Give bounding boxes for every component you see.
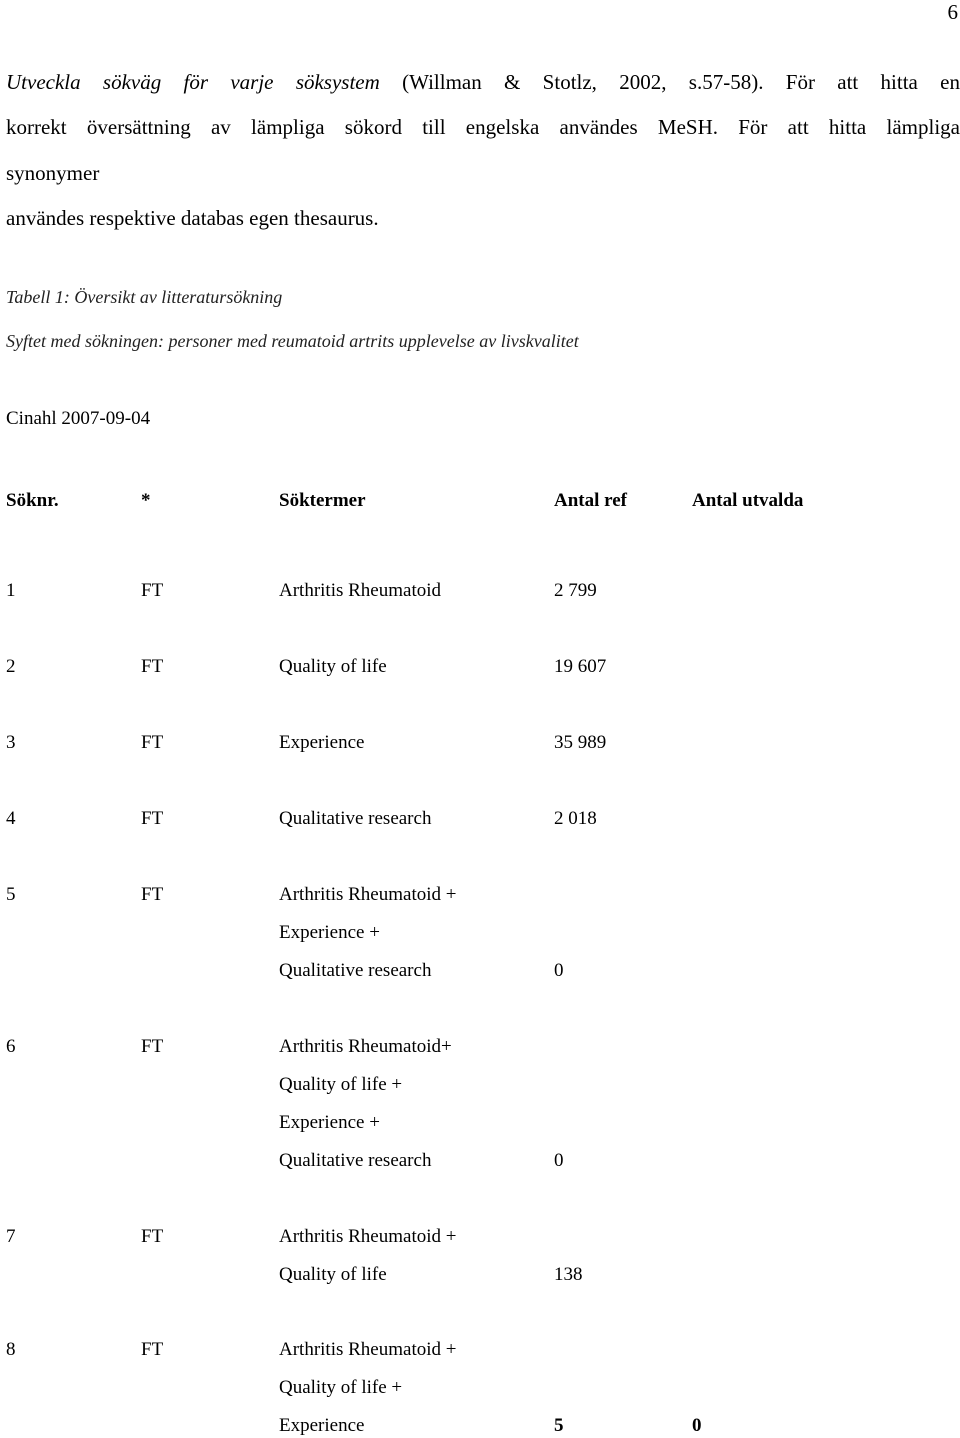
row-type: FT — [141, 1036, 164, 1057]
row-nr: 1 — [6, 580, 16, 601]
row-nr: 7 — [6, 1226, 16, 1247]
row-type: FT — [141, 732, 164, 753]
intro-line-4: användes respektive databas egen thesaurus. — [6, 206, 379, 230]
row-term: Qualitative research — [279, 1150, 432, 1171]
header-selected-count: Antal utvalda — [692, 490, 804, 511]
row-term: Quality of life — [279, 1264, 387, 1285]
row-term: Arthritis Rheumatoid + — [279, 1339, 457, 1360]
row-nr: 2 — [6, 656, 16, 677]
header-search-nr: Söknr. — [6, 490, 59, 511]
row-term: Arthritis Rheumatoid + — [279, 884, 457, 905]
row-nr: 4 — [6, 808, 16, 829]
row-type: FT — [141, 580, 164, 601]
header-search-terms: Söktermer — [279, 490, 366, 511]
intro-line-1 — [6, 70, 960, 95]
row-ref-count: 19 607 — [554, 656, 607, 677]
row-selected-count: 0 — [692, 1415, 702, 1436]
row-term: Experience — [279, 732, 365, 753]
row-type: FT — [141, 1339, 164, 1360]
intro-line-1-rest: (Willman & Stotlz, 2002, s.57-58). För att hitta en — [379, 70, 960, 94]
row-term: Quality of life + — [279, 1377, 403, 1398]
intro-line-3: synonymer — [6, 161, 100, 185]
row-type: FT — [141, 1226, 164, 1247]
row-type: FT — [141, 884, 164, 905]
row-term: Qualitative research — [279, 960, 432, 981]
row-ref-count: 0 — [554, 1150, 564, 1171]
row-nr: 8 — [6, 1339, 16, 1360]
row-type: FT — [141, 656, 164, 677]
row-nr: 3 — [6, 732, 16, 753]
row-nr: 6 — [6, 1036, 16, 1057]
page-number: 6 — [947, 0, 958, 24]
row-term: Quality of life — [279, 656, 387, 677]
search-purpose: Syftet med sökningen: personer med reumatoid artrits upplevelse av livskvalitet — [6, 331, 579, 351]
intro-italic-phrase: Utveckla sökväg för varje söksystem — [6, 70, 380, 94]
row-ref-count: 5 — [554, 1415, 564, 1436]
row-nr: 5 — [6, 884, 16, 905]
row-ref-count: 0 — [554, 960, 564, 981]
row-term: Arthritis Rheumatoid + — [279, 1226, 457, 1247]
database-line: Cinahl 2007-09-04 — [6, 408, 151, 429]
row-term: Quality of life + — [279, 1074, 403, 1095]
row-term: Experience + — [279, 1112, 380, 1133]
row-type: FT — [141, 808, 164, 829]
row-term: Experience — [279, 1415, 365, 1436]
table-caption: Tabell 1: Översikt av litteratursökning — [6, 287, 283, 307]
row-ref-count: 2 018 — [554, 808, 597, 829]
row-term: Arthritis Rheumatoid+ — [279, 1036, 452, 1057]
row-term: Arthritis Rheumatoid — [279, 580, 442, 601]
header-ref-count: Antal ref — [554, 490, 627, 511]
row-term: Qualitative research — [279, 808, 432, 829]
row-ref-count: 138 — [554, 1264, 583, 1285]
row-ref-count: 35 989 — [554, 732, 607, 753]
row-term: Experience + — [279, 922, 380, 943]
intro-line-2: korrekt översättning av lämpliga sökord till engelska användes MeSH. För att hitta lämpliga — [6, 115, 960, 139]
header-star: * — [141, 490, 151, 511]
row-ref-count: 2 799 — [554, 580, 597, 601]
